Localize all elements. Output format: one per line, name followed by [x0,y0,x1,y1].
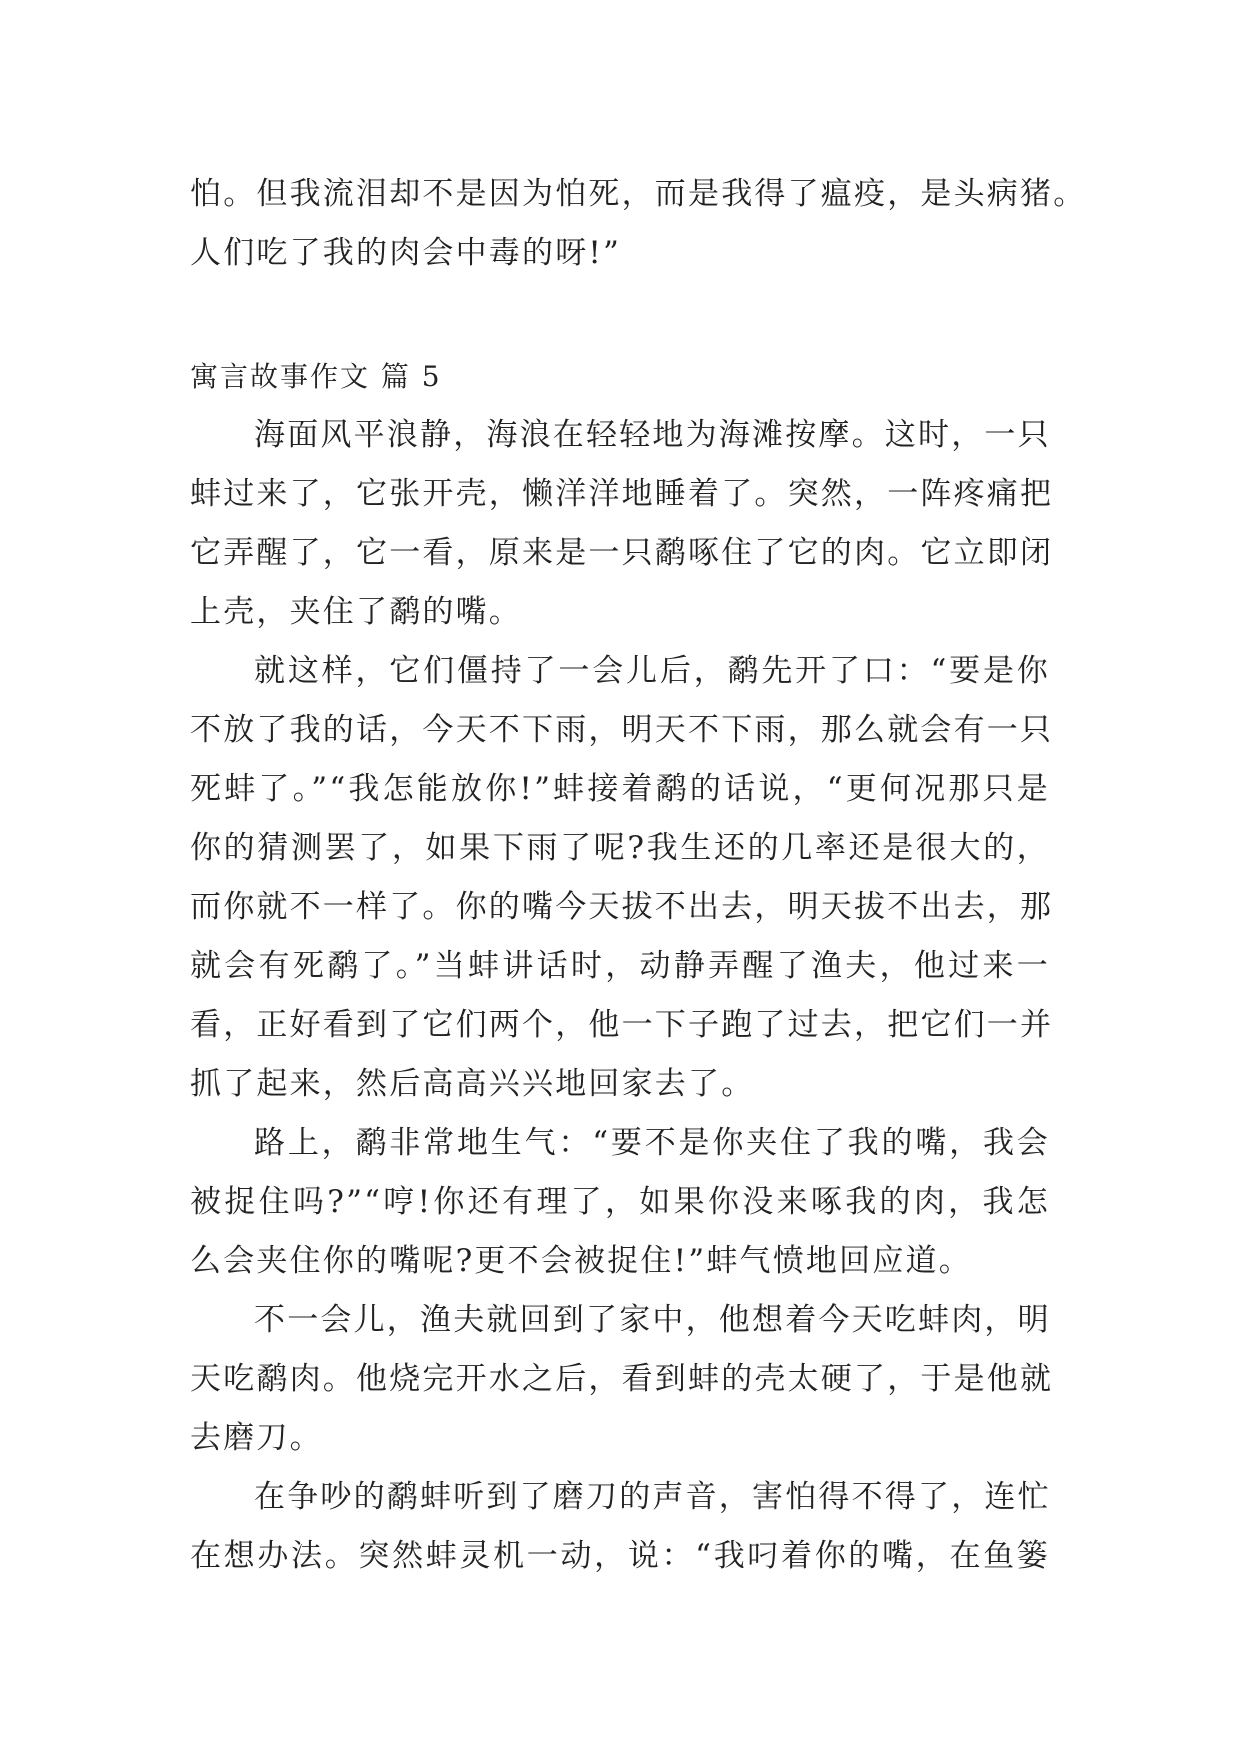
text-line: 而你就不一样了。你的嘴今天拔不出去，明天拔不出去，那 [190,889,1054,925]
text-line: 不一会儿，渔夫就回到了家中，他想着今天吃蚌肉，明 [254,1302,1051,1338]
text-line: 抓了起来，然后高高兴兴地回家去了。 [190,1066,755,1102]
text-line: 被捉住吗?”“哼!你还有理了，如果你没来啄我的肉，我怎 [190,1184,1050,1220]
paragraph [190,1468,1050,1586]
section-heading: 寓言故事作文 篇 5 [190,360,442,393]
text-line: 人们吃了我的肉会中毒的呀!” [190,235,622,271]
document-body [190,165,1087,1586]
text-line: 死蚌了。”“我怎能放你!”蚌接着鹬的话说，“更何况那只是 [190,771,1050,807]
text-line: 路上，鹬非常地生气：“要不是你夹住了我的嘴，我会 [254,1125,1050,1161]
text-line: 就会有死鹬了。”当蚌讲话时，动静弄醒了渔夫，他过来一 [190,948,1050,984]
paragraph [190,406,1054,642]
text-line: 在想办法。突然蚌灵机一动，说：“我叼着你的嘴，在鱼篓 [190,1538,1050,1574]
paragraph [190,642,1054,1114]
text-line: 它弄醒了，它一看，原来是一只鹬啄住了它的肉。它立即闭 [190,535,1054,571]
previous-section-tail [190,165,1087,283]
paragraph [190,1114,1050,1291]
text-line: 蚌过来了，它张开壳，懒洋洋地睡着了。突然，一阵疼痛把 [190,476,1054,512]
text-line: 天吃鹬肉。他烧完开水之后，看到蚌的壳太硬了，于是他就 [190,1361,1054,1397]
text-line: 么会夹住你的嘴呢?更不会被捉住!”蚌气愤地回应道。 [190,1243,972,1279]
text-line: 不放了我的话，今天不下雨，明天不下雨，那么就会有一只 [190,712,1054,748]
text-line: 海面风平浪静，海浪在轻轻地为海滩按摩。这时，一只 [254,417,1051,453]
text-line: 就这样，它们僵持了一会儿后，鹬先开了口：“要是你 [254,653,1050,689]
text-line: 在争吵的鹬蚌听到了磨刀的声音，害怕得不得了，连忙 [254,1479,1051,1515]
text-line: 看，正好看到了它们两个，他一下子跑了过去，把它们一并 [190,1007,1054,1043]
text-line: 上壳，夹住了鹬的嘴。 [190,594,522,630]
text-line: 怕。但我流泪却不是因为怕死，而是我得了瘟疫，是头病猪。 [190,176,1087,212]
text-line: 去磨刀。 [190,1420,323,1456]
text-line: 你的猜测罢了，如果下雨了呢?我生还的几率还是很大的， [190,830,1050,866]
paragraph [190,1291,1054,1468]
